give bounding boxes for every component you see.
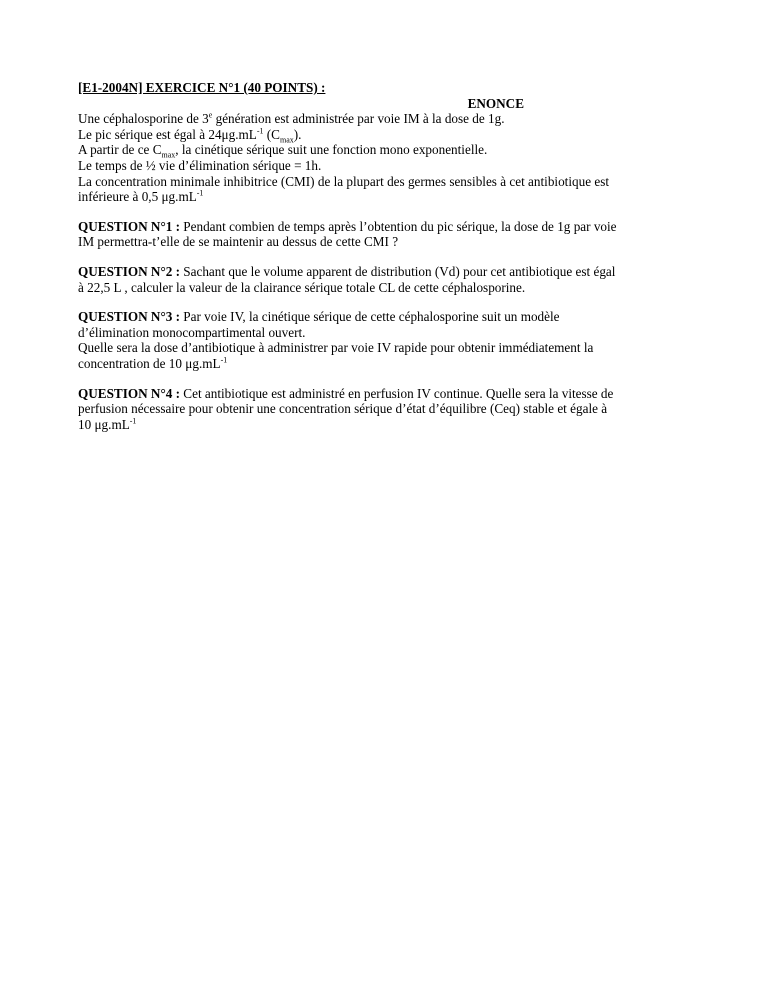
section-heading: ENONCE (467, 95, 524, 111)
statement (78, 111, 704, 205)
question-4: QUESTION N°4 : Cet antibiotique est administré en perfusion IV continue. Quelle sera la vitesse de perfusion nécessaire pour obtenir une concentration sérique d’état d’équilibre (Ceq) stable et égale à 10 $\mu g.mL^{-1}$ (78, 385, 614, 432)
statement-line: Le pic sérique est égal à $24\mu g.mL^{-1}$ $(C_{max})$. (78, 126, 302, 145)
question-label: QUESTION N°3 : (78, 309, 180, 325)
question-1: QUESTION N°1 : Pendant combien de temps après l’obtention du pic sérique, la dose de 1g par voie IM permettra-t’elle de se maintenir au dessus de cette CMI ? (78, 218, 617, 250)
document-page (78, 80, 704, 432)
statement-line: Le temps de ½ vie d’élimination sérique = 1h. (78, 157, 322, 173)
statement-line: Une céphalosporine de 3e génération est administrée par voie IM à la dose de 1g. (78, 110, 505, 127)
question-label: QUESTION N°4 : (78, 385, 180, 401)
exercise-title: [E1-2004N] EXERCICE N°1 (40 POINTS) : (78, 80, 326, 95)
statement-line: A partir de ce $C_{max}$, la cinétique sérique suit une fonction mono exponentielle. (78, 142, 488, 161)
statement-line: inférieure à 0,5 $\mu g.mL^{-1}$ (78, 188, 204, 205)
question-3: QUESTION N°3 : Par voie IV, la cinétique sérique de cette céphalosporine suit un modèle d’élimination monocompartimental ouvert. Quelle sera la dose d’antibiotique à administrer par voie IV rapide pour obtenir immédiatement la concentration de 10 $\mu g.mL^{-1}$ (78, 309, 594, 371)
question-label: QUESTION N°1 : (78, 218, 180, 234)
question-label: QUESTION N°2 : (78, 263, 180, 279)
statement-line: La concentration minimale inhibitrice (CMI) de la plupart des germes sensibles à cet antibiotique est (78, 173, 609, 189)
question-2: QUESTION N°2 : Sachant que le volume apparent de distribution (Vd) pour cet antibiotique est égal à 22,5 L , calculer la valeur de la clairance sérique totale CL de cette céphalosporine. (78, 263, 616, 295)
